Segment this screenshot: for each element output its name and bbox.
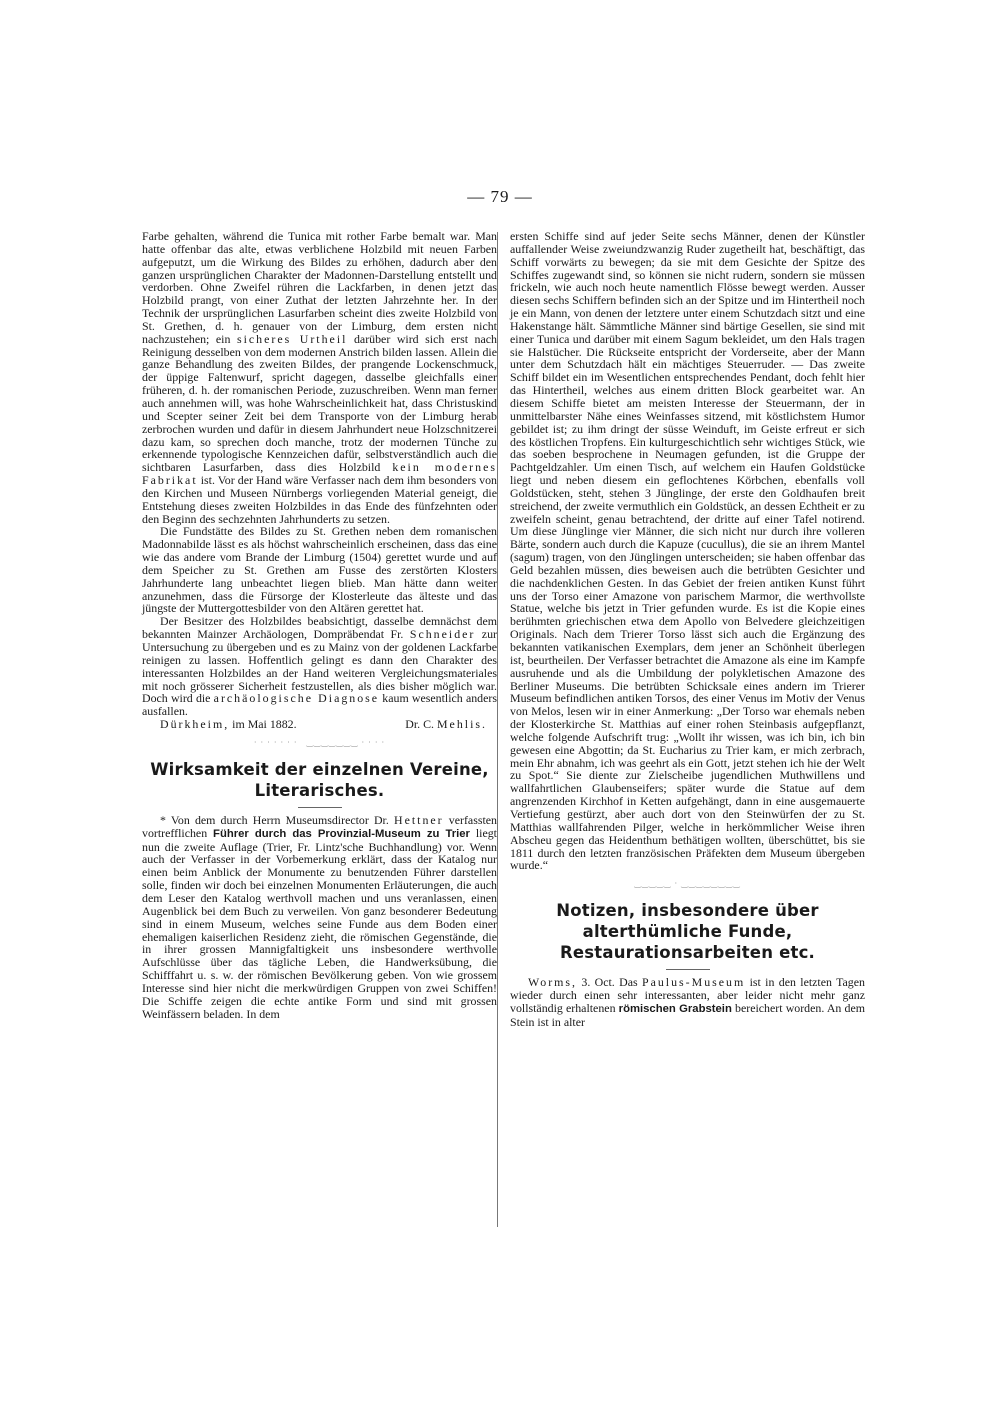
spaced-emphasis: archäologische Diagnose [213,691,380,706]
paragraph: * Von dem durch Herrn Museumsdirector Dr. Hettner verfassten vortrefflichen Führer durch das Provinzial-Museum zu Trier liegt nun die zweite Auflage (Trier, Fr. Lintz'sche Buchhandlung) vor. Wenn auch der Verfasser in der Vorbemerkung erklärt, dass der Katalog nur einen beim Anblick der Monumente zu benutzenden Führer darstellen solle, finden wir doch bei einzelnen Monumenten Erläuterungen, die auch dem Leser den Katalog werthvoll machen und uns veranlassen, einen Augenblick bei dem Buch zu verweilen. Von ganz besonderer Bedeutung sind in einem Museum, welches seine Funde aus dem Boden einer ehemaligen kaiserlichen Residenz zieht, die römischen Gegenstände, die in ihrer grossen Mannigfaltigkeit uns insbesondere werthvolle Aufschlüsse über das tägliche Leben, die Handwerksübung, die Schifffahrt u. s. w. der römischen Bevölkerung geben. Von wie grossem Interesse sind hier nicht die merkwürdigen Gruppen von zwei Schiffen! Die Schiffe zeigen die echte antike Form und sind mit grossen Weinfässern beladen. In dem [142,812,497,1021]
ornament-divider: · · · · · · ·⁠ ⁠ ⁠ ⁠‿‿‿‿‿‿‿ · · · · [253,737,386,747]
signature-line [142,718,497,731]
spaced-emphasis: Hettner [393,812,444,827]
ornament-divider: ‿‿‿‿‿ · ‿‿‿‿‿‿‿‿ [634,879,741,889]
section-heading: Notizen, insbesondere über alterthümliche Funde, Restaurationsarbeiten etc. [556,901,819,963]
section-heading: Wirksamkeit der einzelnen Vereine, Literarisches. [150,759,489,800]
paragraph: ersten Schiffe sind auf jeder Seite sechs Männer, denen der Künstler auffallender Weise zweiundzwanzig Ruder zugetheilt hat, beschäftigt, das Schiff vorwärts zu bewegen; da sie mit dem Gesichte der Spitze des Schiffes zugewandt sind, so können sie nicht rudern, sondern sie müssen frickeln, wie auch noch heute namentlich Flösse bewegt werden. Ausser diesen sechs Schiffern befinden sich an der Spitze und im Hintertheil noch je ein Mann, von denen der letztere unter einem Schutzdach sitzt und eine Hakenstange hält. Sämmtliche Männer sind bärtige Gesellen, sie sind mit einer Tunica und darüber mit einem Sagum bekleidet, um den Hals tragen sie Halstücher. Die Rückseite entspricht der Vorderseite, aber der Mann unter dem Schutzdach hält ein mächtiges Steuerruder. — Das zweite Schiff bildet ein im Wesentlichen entsprechendes Pendant, doch fehlt hier das Hintertheil, welches aus einem dritten Block gearbeitet war. An diesem Schiffe bietet am meisten Interesse der Steuermann, der in unmittelbarster Nähe eines Weinfasses sitzend, mit köstlichstem Humor gebildet ist; zu ihm dringt der süsse Weinduft, im Geiste erfreut er sich des köstlichen Tropfens. Ein kulturgeschichtlich sehr wichtiges Stück, wie das soeben besprochene in Neumagen gefunden, ist die Gruppe der Pachtgeldzahler. Um einen Tisch, auf welchem ein Haufen Goldstücke liegt und neben diesem ein geflochtenes Körbchen, ebenfalls voll Goldstücken, steht, stehen 3 Jünglinge, der erste den Goldhaufen breit streichend, der zweite vermuthlich ein Goldstück, an dessen Echtheit er zu zweifeln scheint, genau betrachtend, der dritte auf einer Tafel notirend. Um diese Jünglinge vier Männer, die sich nicht nur durch ihre volleren Bärte, sondern auch durch die Kapuze (cucullus), die sie an ihrem Mantel (sagum) tragen, von den Jünglingen unterscheiden; sie haben offenbar das Geld bezahlen müssen, dies beweisen auch die betrübten Gesichter und die nachdenklichen Gesten. In das Gebiet der freien antiken Kunst führt uns der Torso einer Amazone von parischem Marmor, die werthvollste Statue, welche bis jetzt in Trier gefunden wurde. Es ist die Kopie eines berühmten griechischen etwa dem Apollo von Belvedere gleichzeitigen Originals. Nach dem Trierer Torso lässt sich auch die Ergänzung des bekannten vatikanischen Exemplars, dem jener an Schönheit überlegen ist, beurtheilen. Der Verfasser betrachtet die Amazone als eine im Kampfe ausruhende und als die Umbildung der polykletischen Amazone des Berliner Museums. Die betrübten Schicksale eines andern im Trierer Museum befindlichen antiken Torsos, des einer Venus im Motiv der Venus von Melos, lesen wir in einer Anmerkung: „Der Torso war ehemals neben der Klosterkirche St. Matthias auf einer rohen Steinbasis aufgepflanzt, welche folgende Aufschrift trug: „Wollt ihr wissen, was ich bin, ich bin gewesen eine Abgottin; da St. Eucharius zu Trier kam, er mich zerbrach, mein Ehr abnahm, ich was geehrt als ein Gott, jetzt stehen ich hie der Welt zu Spot.“ Sie diente zur Zielscheibe jugendlichen Muthwillens und wallfahrtlichen Glaubenseifers; später wurde die Statue auf dem angrenzenden Kirchhof in Ketten aufgehängt, dann in eine ausgemauerte Vertiefung gestürzt, aber auch dort von den Steinwürfen der zu St. Matthias wallfahrenden Pilger, welche in herkömmlicher Weise ihren Abscheu gegen das Heidenthum bethätigen wollten, überschüttet, bis sie 1811 durch den letzten französischen Präfekten dem Museum übergeben wurde.“ [510,229,865,873]
paragraph: Farbe gehalten, während die Tunica mit rother Farbe bemalt war. Man hatte offenbar das alte, etwas verblichene Holzbild mit neuen Farben aufgeputzt, um die Wirkung des Bildes zu erhöhen, dadurch aber den ganzen ursprünglichen Charakter der Madonnen-Darstellung entstellt und verdorben. Ohne Zweifel rühren die Lackfarben, in denen jetzt das Holzbild prangt, von einer Zuthat der letzten Jahrzehnte her. In der Technik der ursprünglichen Lasurfarben scheint dies zweite Holzbild von St. Grethen, d. h. genauer von der Limburg, dem ersten nicht nachzustehen; ein sicheres Urtheil darüber wird sich erst nach Reinigung desselben von dem modernen Anstrich bilden lassen. Allein die ganze Behandlung des zweiten Bildes, der prangende Lockenschmuck, der üppige Faltenwurf, spricht dagegen, dasselbe gleichfalls einer früheren, d. h. der romanischen Periode, zuzuschreiben. Wenn man ferner auch annehmen will, was hohe Wahrscheinlichkeit hat, dass Christuskind und Scepter seiner Zeit bei dem Transporte von der Limburg herab zerbrochen wurden und dafür in diesem Jahrhundert neue Holzschnitzerei dazu kam, so sprechen doch manche, trotz der modernen Tünche zu erkennende typologische Kennzeichen dafür, selbstverständlich auch die sichtbaren Lasurfarben, dass dies Holzbild kein modernes Fabrikat ist. Vor der Hand wäre Verfasser nach dem ihm besonders von den Kirchen und Museen Nürnbergs vorliegenden Material geneigt, die Entstehung dieses zweiten Holzbildes in das Ende des fünfzehnten oder den Beginn des sechzehnten Jahrhunderts zu setzen. [142,229,497,526]
column-divider [497,232,498,1227]
left-column [142,230,497,1020]
signature-author: Dr. C. Mehlis. [405,717,487,732]
spaced-emphasis: Schneider [409,627,476,642]
bold-term: römischen Grabstein [618,1002,732,1015]
right-column [510,230,865,1029]
paragraph: Der Besitzer des Holzbildes beabsichtigt, dasselbe demnächst dem bekannten Mainzer Archäologen, Dompräbendat Fr. Schneider zur Untersuchung zu übergeben und es zu Mainz von der goldenen Lackfarbe reinigen zu lassen. Hoffentlich gelingt es dann den Charakter des interessanten Holzbildes an der Hand weiteren Vergleichungsmateriales mit noch grösserer Sicherheit festzustellen, als dies bisher möglich war. Doch wird die archäologische Diagnose kaum wesentlich anders ausfallen. [142,614,497,719]
spaced-emphasis: Paulus-Museum [641,975,746,990]
spaced-emphasis: kein modernes Fabrikat [142,460,497,488]
page-number: — 79 — [467,187,533,206]
short-rule [298,807,342,808]
paragraph: Worms, 3. Oct. Das Paulus-Museum ist in den letzten Tagen wieder durch einen sehr interessanten, aber leider nicht mehr ganz vollständig erhaltenen römischen Grabstein bereichert worden. An dem Stein ist in alter [510,975,865,1029]
bold-title: Führer durch das Provinzial-Museum zu Trier [213,827,470,840]
short-rule [666,969,710,970]
signature-place-date: Dürkheim, im Mai 1882. [160,717,297,732]
spaced-emphasis: Worms, [528,975,578,990]
paragraph: Die Fundstätte des Bildes zu St. Grethen neben dem romanischen Madonnabilde lässt es als höchst wahrscheinlich erscheinen, dass das eine wie das andere vom Brande der Limburg (1504) gerettet wurde und auf dem Speicher zu St. Grethen am Fusse des zerstörten Klosters Jahrhunderte lang unbeachtet liegen blieb. Man hätte dann weiter anzunehmen, dass die Fürsorge der Klosterleute das älteste und das jüngste der Muttergottesbilder von den Altären gerettet hat. [142,524,497,616]
spaced-emphasis: sicheres Urtheil [236,331,348,346]
